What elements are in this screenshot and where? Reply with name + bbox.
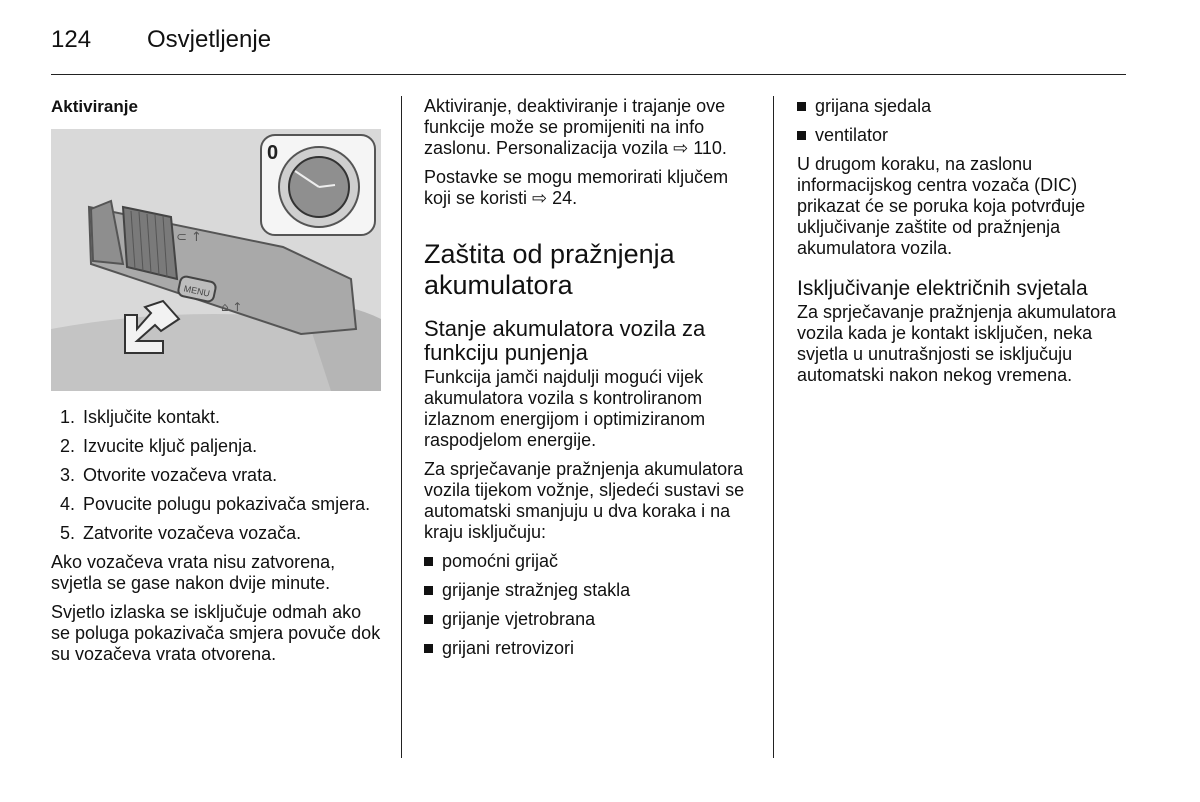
page-header: [51, 26, 271, 54]
list-item: grijanje vjetrobrana: [424, 609, 754, 630]
list-item: ventilator: [797, 125, 1132, 146]
paragraph: Funkcija jamči najdulji mogući vijek akumulatora vozila s kontroliranom izlaznom energijom i optimiziranom raspodjelom energije.: [424, 367, 706, 450]
list-item: 4. Povucite polugu pokazivača smjera.: [60, 494, 371, 514]
list-item: grijanje stražnjeg stakla: [424, 580, 754, 601]
bullet-list: [424, 551, 754, 659]
steps-list: [51, 407, 381, 544]
paragraph: U drugom koraku, na zaslonu informacijskog centra vozača (DIC) prikazat će se poruka koja potvrđuje uključivanje zaštite od pražnjenja akumulatora vozila.: [797, 154, 1086, 258]
list-item: pomoćni grijač: [424, 551, 754, 572]
list-item: grijani retrovizori: [424, 638, 754, 659]
list-item: grijana sjedala: [797, 96, 1132, 117]
column-divider-1: [401, 96, 402, 758]
list-item: 1. Isključite kontakt.: [60, 407, 221, 427]
list-item: 3. Otvorite vozačeva vrata.: [60, 465, 278, 485]
paragraph: Za sprječavanje pražnjenja akumulatora vozila kada je kontakt isključen, neka svjetla u unutrašnjosti se isključuju automatski nakon nekog vremena.: [797, 302, 1117, 385]
list-item: 5. Zatvorite vozačeva vozača.: [60, 523, 302, 543]
paragraph: Ako vozačeva vrata nisu zatvorena, svjetla se gase nakon dvije minute.: [51, 552, 336, 593]
page-title: Osvjetljenje: [147, 26, 272, 53]
menu-button-label: MENU: [182, 283, 211, 299]
svg-text:⌂ ↑: ⌂ ↑: [221, 300, 243, 314]
paragraph: Aktiviranje, deaktiviranje i trajanje ove funkcije može se promijeniti na info zaslonu. Personalizacija vozila ⇨ 110.: [424, 96, 727, 158]
list-item: 2. Izvucite ključ paljenja.: [60, 436, 258, 456]
zero-position-label: 0: [267, 142, 279, 164]
header-rule: [51, 74, 1126, 75]
column-2: [424, 96, 754, 667]
column-3: [797, 96, 1132, 394]
svg-text:⊂ ↑: ⊂ ↑: [176, 230, 202, 245]
section-heading: Zaštita od pražnjenja akumulatora: [424, 239, 675, 300]
column-1: [51, 96, 381, 673]
column-divider-2: [773, 96, 774, 758]
bullet-list: [797, 96, 1132, 146]
section-subheading: Stanje akumulatora vozila za funkciju punjenja: [424, 316, 706, 365]
section-subheading: Aktiviranje: [51, 97, 138, 116]
page-number: 124: [51, 26, 92, 53]
paragraph: Svjetlo izlaska se isključuje odmah ako se poluga pokazivača smjera povuče dok su vozačeva vrata otvorena.: [51, 602, 381, 664]
section-heading: Isključivanje električnih svjetala: [797, 277, 1088, 300]
paragraph: Za sprječavanje pražnjenja akumulatora vozila tijekom vožnje, sljedeći sustavi se automatski smanjuju u dva koraka i na kraju isključuju:: [424, 459, 745, 542]
paragraph: Postavke se mogu memorirati ključem koji se koristi ⇨ 24.: [424, 167, 729, 208]
lever-illustration: [51, 129, 381, 391]
